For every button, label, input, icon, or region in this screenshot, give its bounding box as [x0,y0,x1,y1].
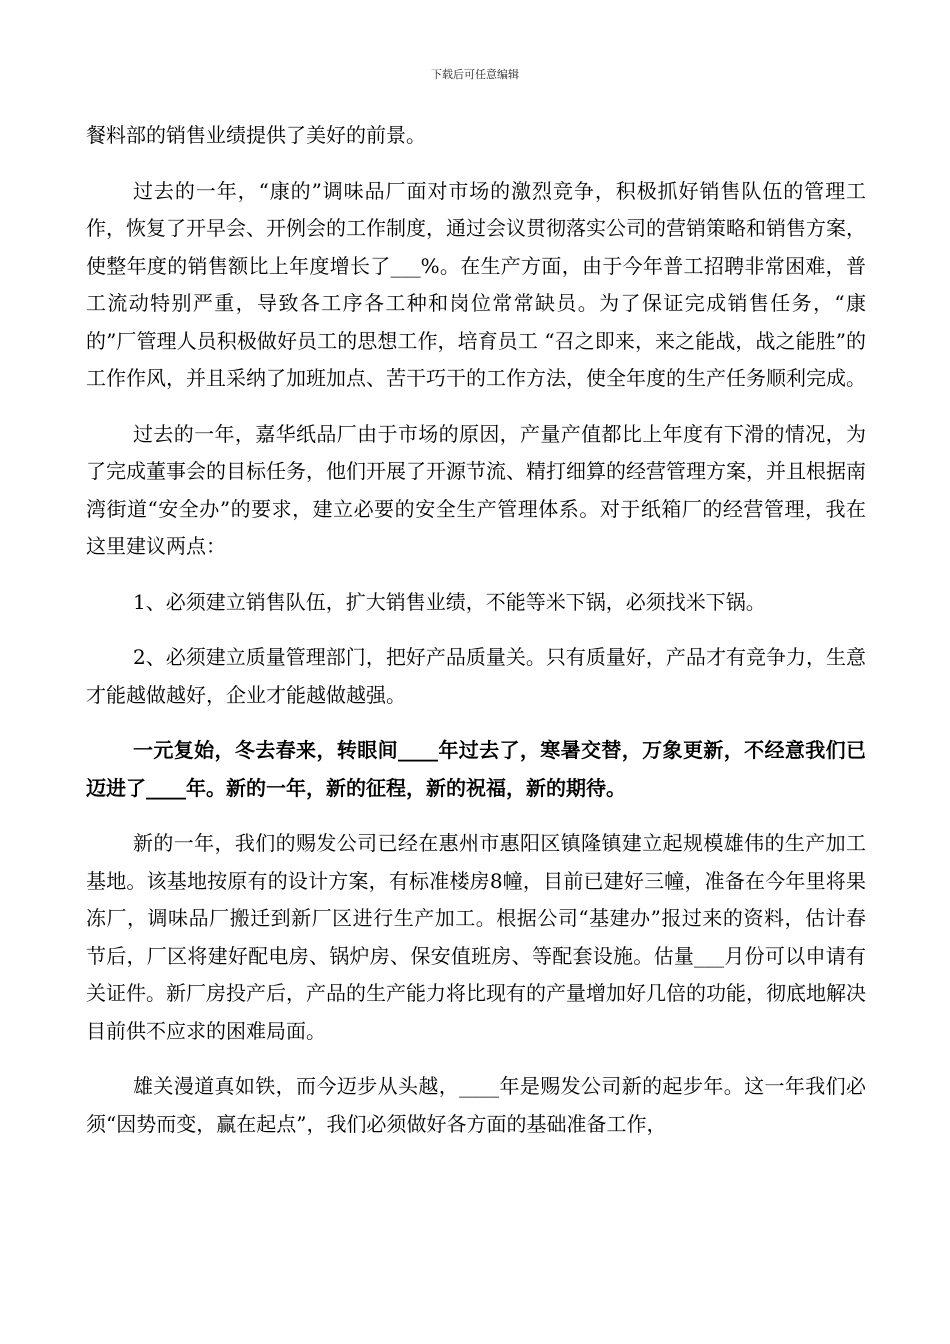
page-header-note: 下载后可任意编辑 [431,68,519,81]
paragraph-suggestion-1: 1、必须建立销售队伍，扩大销售业绩，不能等米下锅，必须找米下锅。 [133,589,766,614]
paragraph-suggestion-2: 2、必须建立质量管理部门，把好产品质量关。只有质量好，产品才有竞争力，生意才能越做越好，企业才能越做越强。 [86,645,866,707]
paragraph-continuation: 餐料部的销售业绩提供了美好的前景。 [86,123,426,147]
document-body [86,117,866,1143]
paragraph-new-base: 新的一年，我们的赐发公司已经在惠州市惠阳区镇隆镇建立起规模雄伟的生产加工基地。该基地按原有的设计方案，有标准楼房8幢，目前已建好三幢，准备在今年里将果冻厂，调味品厂搬迁到新厂区进行生产加工。根据公司“基建办”报过来的资料，估计春节后，厂区将建好配电房、锅炉房、保安值班房、等配套设施。估量___月份可以申请有关证件。新厂房投产后，产品的生产能力将比现有的产量增加好几倍的功能，彻底地解决目前供不应求的困难局面。 [86,831,866,1043]
paragraph-new-start: 雄关漫道真如铁，而今迈步从头越，____年是赐发公司新的起步年。这一年我们必须“因势而变，赢在起点”，我们必须做好各方面的基础准备工作， [86,1074,866,1136]
paragraph-new-year-bold: 一元复始，冬去春来，转眼间____年过去了，寒暑交替，万象更新，不经意我们已迈进了____年。新的一年，新的征程，新的祝福，新的期待。 [86,738,866,800]
paragraph-kangde-factory: 过去的一年，“康的”调味品厂面对市场的激烈竞争，积极抓好销售队伍的管理工作，恢复了开早会、开例会的工作制度，通过会议贯彻落实公司的营销策略和销售方案，使整年度的销售额比上年度增长了___%。在生产方面，由于今年普工招聘非常困难，普工流动特别严重，导致各工序各工种和岗位常常缺员。为了保证完成销售任务，“康的”厂管理人员积极做好员工的思想工作，培育员工 “召之即来，来之能战，战之能胜”的工作作风，并且采纳了加班加点、苦干巧干的工作方法，使全年度的生产任务顺利完成。 [86,178,866,390]
paragraph-jiahua-factory: 过去的一年，嘉华纸品厂由于市场的原因，产量产值都比上年度有下滑的情况，为了完成董事会的目标任务，他们开展了开源节流、精打细算的经营管理方案，并且根据南湾街道“安全办”的要求，建立必要的安全生产管理体系。对于纸箱厂的经营管理，我在这里建议两点： [86,421,866,558]
